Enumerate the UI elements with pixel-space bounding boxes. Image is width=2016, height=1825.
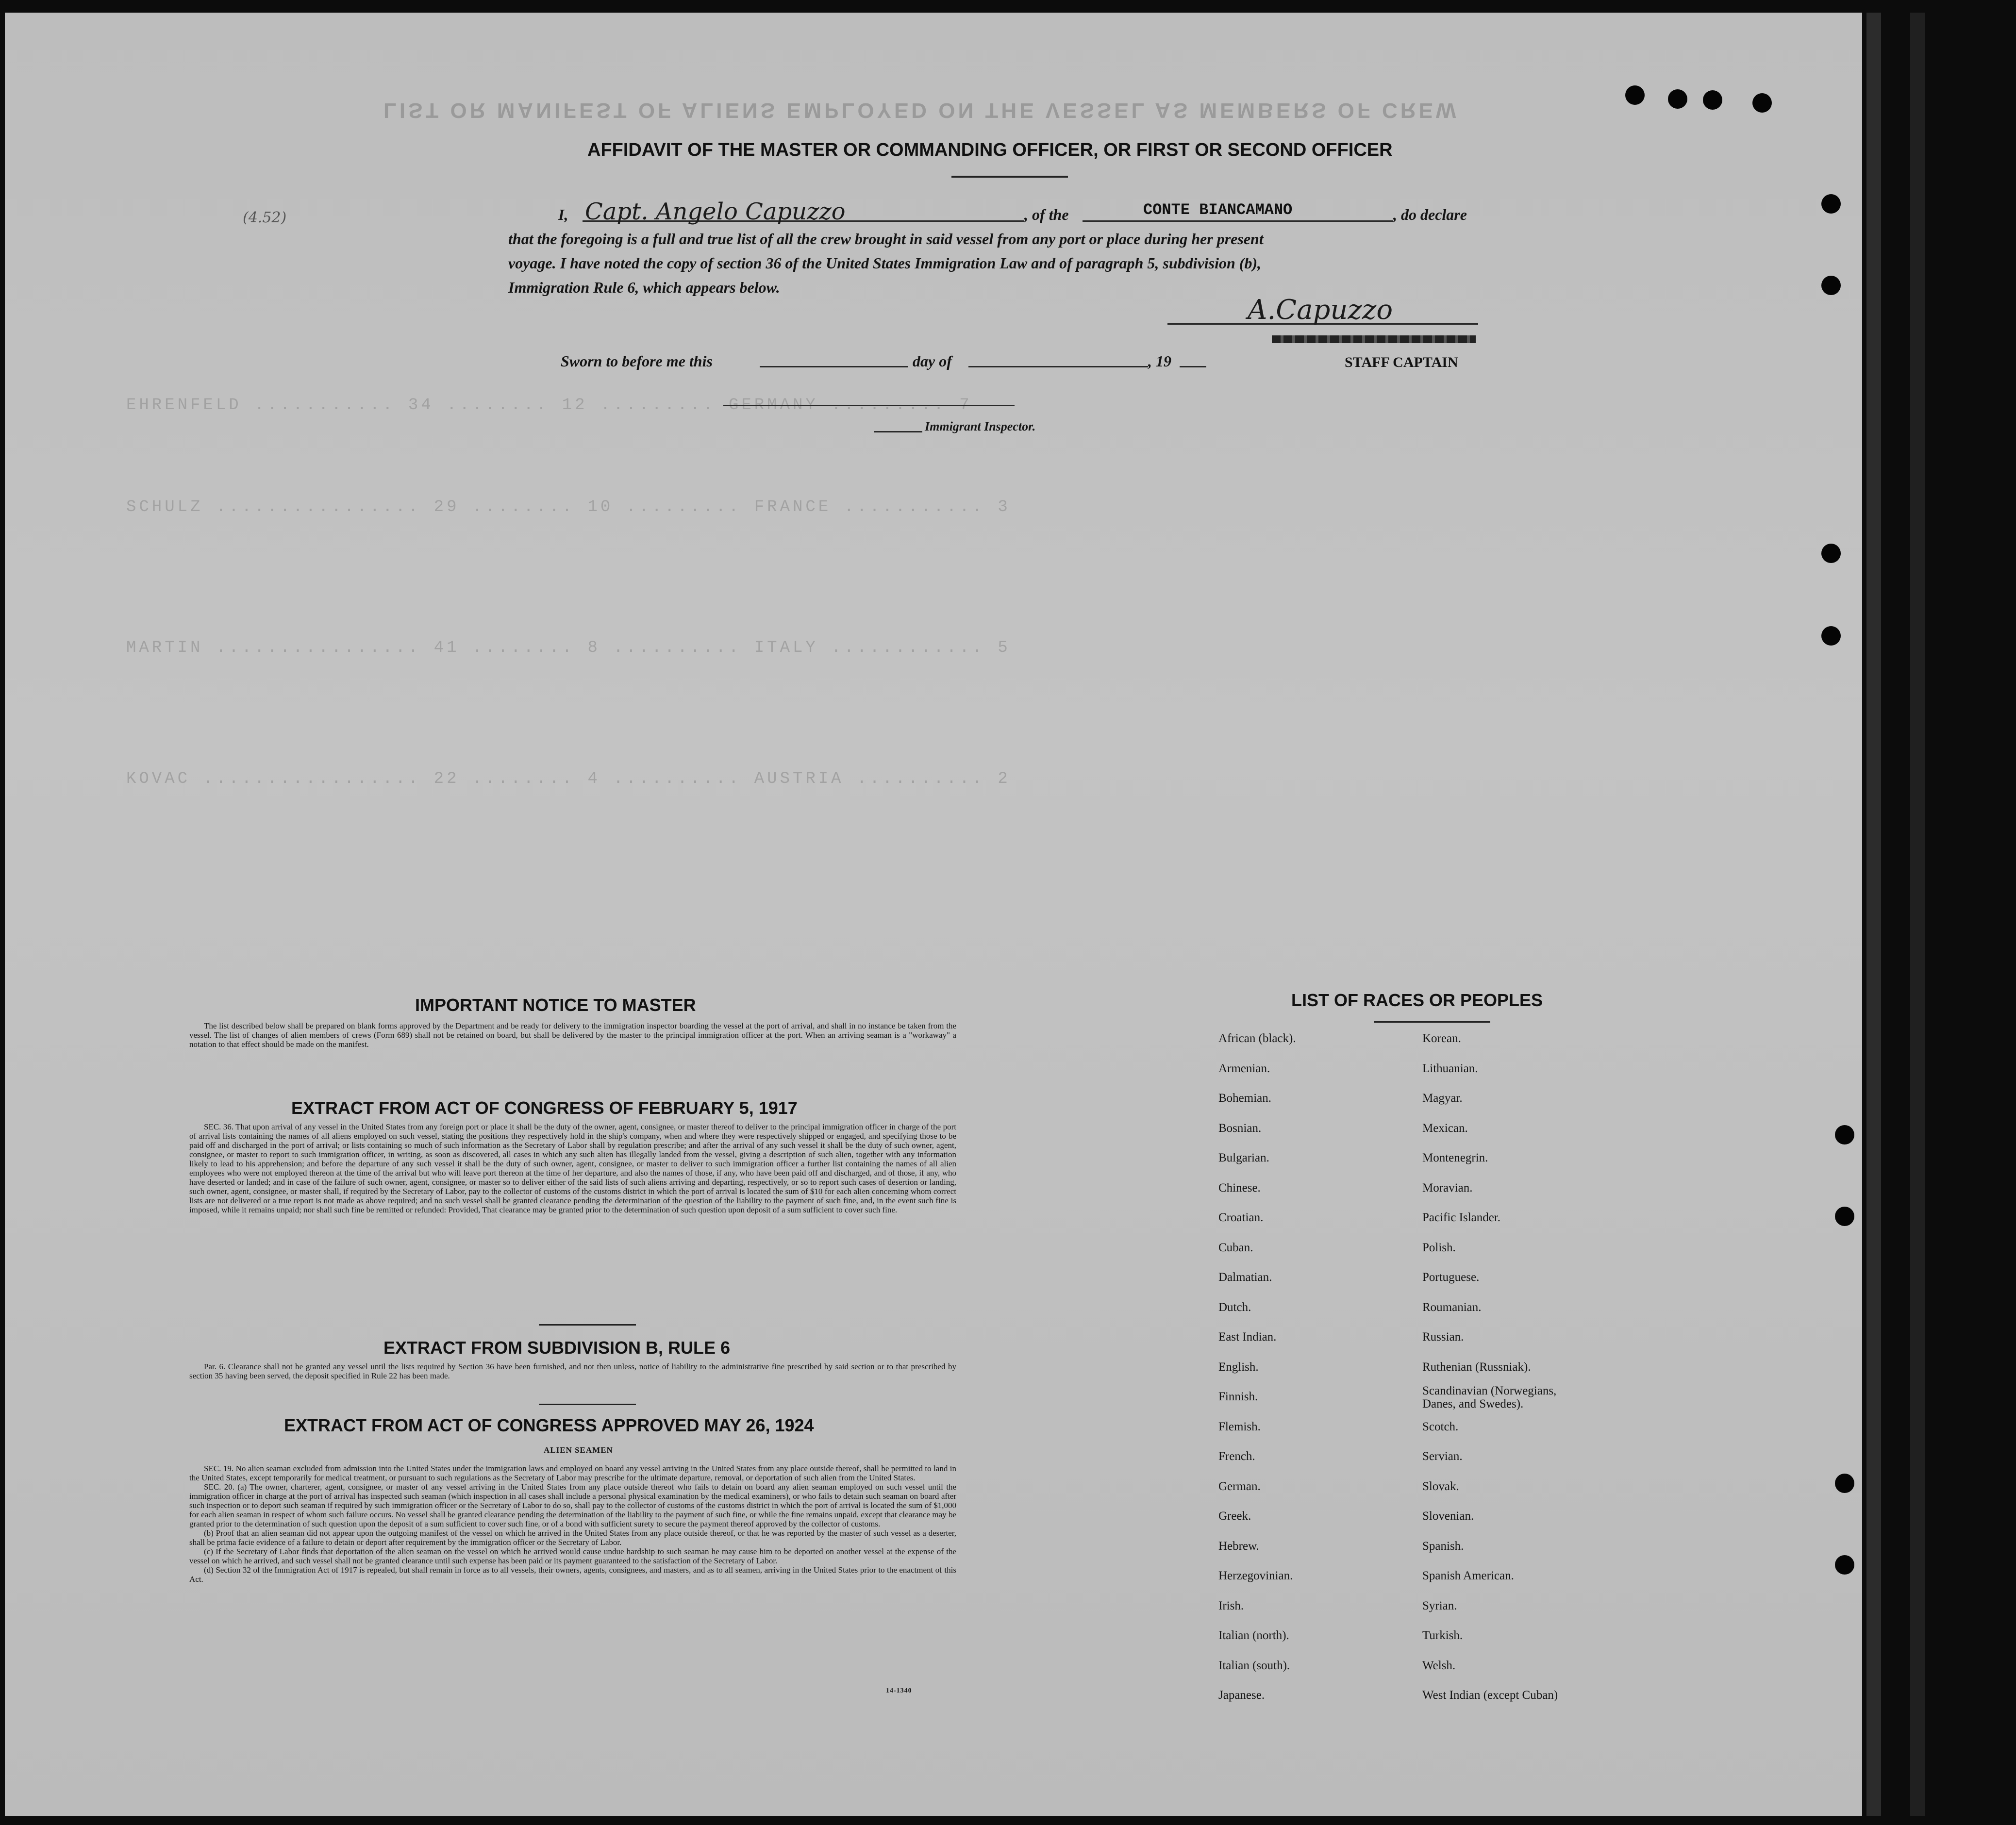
race-item: Greek. [1218,1510,1251,1523]
race-item: Dalmatian. [1218,1271,1272,1284]
extract-1917-text [189,1122,956,1214]
bleed-through-row: KOVAC ................. 22 ........ 4 .......... AUSTRIA .......... 2 [126,770,1011,788]
race-item: Herzegovinian. [1218,1569,1293,1582]
sec-20c-paragraph: (c) If the Secretary of Labor finds that deportation of the alien seaman on the vessel on which he arrived would cause undue hardship to such seaman he may cause him to be deported on another vessel at the expense of the vessel on which he arrived, and such vessel shall not be granted clearance until such expense has been paid or its payment guaranteed to the satisfaction of the Secretary of Labor. [189,1547,956,1565]
extract-rule6-paragraph: Par. 6. Clearance shall not be granted any vessel until the lists required by Section 36 have been furnished, and not then unless, notice of liability to the administrative fine prescribed by said section or to that prescribed by section 35 having been served, the deposit specified in Rule 22 has been made. [189,1362,956,1380]
binder-hole [1752,93,1772,113]
manifest-page [5,13,1862,1816]
master-name: Capt. Angelo Capuzzo [585,198,846,225]
extract-1917-title: EXTRACT FROM ACT OF CONGRESS OF FEBRUARY 5, 1917 [291,1098,798,1118]
race-item: Cuban. [1218,1241,1253,1254]
race-item: Bulgarian. [1218,1151,1269,1164]
binder-hole [1668,89,1687,109]
race-item: Hebrew. [1218,1540,1259,1553]
race-item: Roumanian. [1422,1301,1482,1314]
race-item: Polish. [1422,1241,1456,1254]
affidavit-title: AFFIDAVIT OF THE MASTER OR COMMANDING OFFICER, OR FIRST OR SECOND OFFICER [587,140,1393,160]
bleed-through-title: LIST OR MANIFEST OF ALIENS EMPLOYED ON THE VESSEL AS MEMBERS OF CREW [383,99,1459,122]
binder-hole [1835,1125,1854,1145]
race-item: Portuguese. [1422,1271,1480,1284]
race-item: Welsh. [1422,1659,1456,1672]
race-item: Italian (south). [1218,1659,1290,1672]
race-item: Flemish. [1218,1420,1261,1433]
sec-19-paragraph: SEC. 19. No alien seaman excluded from admission into the United States under the immigration laws and employed on board any vessel arriving in the United States from any place outside thereof, shall be permitted to land in the United States, except temporarily for medical treatment, or pursuant to such regulations as the Secretary of Labor may prescribe for the ultimate departure, removal, or deportation of such alien from the United States. [189,1464,956,1482]
races-rule [1374,1021,1490,1023]
race-item: Lithuanian. [1422,1062,1478,1075]
inspector-signature-line [723,405,1015,406]
race-item: Slovak. [1422,1480,1459,1493]
bleed-through-row: EHRENFELD ........... 34 ........ 12 ......... GERMANY ......... 7 [126,396,972,415]
extract-1924-title: EXTRACT FROM ACT OF CONGRESS APPROVED MAY 26, 1924 [284,1415,814,1435]
day-of-text: day of [913,352,952,370]
race-item: French. [1218,1450,1255,1463]
race-item: Korean. [1422,1032,1461,1045]
race-item: East Indian. [1218,1330,1277,1344]
inspector-label: Immigrant Inspector. [925,419,1036,433]
binder-hole [1835,1474,1854,1493]
race-item: Turkish. [1422,1629,1463,1642]
sec-20b-paragraph: (b) Proof that an alien seaman did not appear upon the outgoing manifest of the vessel on which he arrived in the United States from any place outside thereof, or that he was reported by the master of such vessel as a deserter, shall be prima facie evidence of a failure to detain or deport after requirement by the immigration officer or the Secretary of Labor. [189,1528,956,1547]
race-item: Scandinavian (Norwegians, Danes, and Swedes). [1422,1384,1557,1410]
margin-mark: (4.52) [243,209,287,226]
race-item: English. [1218,1360,1259,1374]
sworn-text: Sworn to before me this [561,352,713,370]
sworn-day-line [760,366,908,367]
page-edge-strip [1866,13,1881,1816]
binder-hole [1821,194,1841,214]
section-rule [539,1324,636,1326]
race-item: Scotch. [1422,1420,1459,1433]
bleed-through-row: SCHULZ ................ 29 ........ 10 ......... FRANCE ........... 3 [126,498,1011,516]
vessel-name: CONTE BIANCAMANO [1143,201,1293,219]
race-item: Croatian. [1218,1211,1264,1224]
signature: A.Capuzzo [1248,294,1393,326]
declaration-prefix: I, [558,206,568,223]
form-number: 14-1340 [886,1687,912,1694]
race-item: Bohemian. [1218,1092,1272,1105]
extract-1924-text [189,1464,956,1584]
binder-hole [1703,90,1722,110]
sec-20a-paragraph: SEC. 20. (a) The owner, charterer, agent, consignee, or master of any vessel arriving in the United States from any place outside thereof who fails to detain on board any alien seaman employed on such vessel until the immigration officer in charge at the port of arrival has inspected such seaman (which inspection in all cases shall include a personal physical examination by the medical examiners), or who fails to detain such seaman on board after such inspection or to deport such seaman if required by such immigration officer or the Secretary of Labor to do so, shall pay to the collector of customs of the customs district in which the port of arrival is located the sum of $1,000 for each alien seaman in respect of whom such failure occurs. No vessel shall be granted clearance pending the determination of the liability to the payment of such fine, or while the fine remains unpaid, except that clearance may be granted prior to the determination of such question upon the deposit of a sum sufficient to cover such fine, or of a bond with sufficient surety to secure the payment thereof approved by the collector of customs. [189,1482,956,1528]
do-declare-text: , do declare [1393,206,1467,223]
struck-through-title [1272,335,1476,343]
race-item: Armenian. [1218,1062,1270,1075]
race-item: Japanese. [1218,1689,1265,1702]
race-item: Bosnian. [1218,1122,1262,1135]
race-item: Moravian. [1422,1181,1473,1195]
title-rule [951,176,1068,178]
race-item: Irish. [1218,1599,1244,1612]
race-item: Russian. [1422,1330,1464,1344]
bleed-through-row: MARTIN ................ 41 ........ 8 .......... ITALY ............ 5 [126,639,1011,657]
year-text: , 19 [1148,352,1171,370]
binder-hole [1821,544,1841,563]
sworn-month-line [968,366,1148,367]
sworn-year-line [1180,366,1206,367]
race-item: Mexican. [1422,1122,1468,1135]
sec-20d-paragraph: (d) Section 32 of the Immigration Act of 1917 is repealed, but shall remain in force as to all vessels, their owners, agents, consignees, and masters, and as to all seamen, arriving in the United States prior to the enactment of this Act. [189,1565,956,1584]
race-item: Pacific Islander. [1422,1211,1501,1224]
race-item: Finnish. [1218,1390,1258,1403]
extract-rule6-text [189,1362,956,1380]
extract-1917-paragraph: SEC. 36. That upon arrival of any vessel in the United States from any foreign port or place it shall be the duty of the owner, agent, consignee, or master thereof to deliver to the principal immigration officer in charge of the port of arrival lists containing the names of all aliens employed on such vessel, stating the positions they respectively hold in the ship's company, when and where they were respectively shipped or engaged, and specifying those to be paid off and discharged in the port of arrival; or lists containing so much of such information as the Secretary of Labor shall by regulation prescribe; and after the arrival of any such vessel it shall be the duty of such owner, agent, consignee, or master to report to such immigration officer, in writing, as soon as discovered, all cases in which any such alien has illegally landed from the vessel, giving a description of such alien, together with any information likely to lead to his apprehension; and before the departure of any such vessel it shall be the duty of such owner, agent, consignee, or master to deliver to such immigration officer a further list containing the names of all alien employees who were not employed thereon at the time of the arrival but who will leave port thereon at the time of her departure, and also the names of those, if any, who have been paid off and discharged, and of those, if any, who have deserted or landed; and in case of the failure of such owner, agent, consignee, or master so to deliver either of the said lists of such aliens arriving and departing, respectively, or so to report such cases of desertion or landing, such owner, agent, consignee, or master shall, if required by the Secretary of Labor, pay to the collector of customs of the customs district in which the port of arrival is located the sum of $10 for each alien concerning whom correct lists are not delivered or a true report is not made as above required; and no such vessel shall be granted clearance pending the determination of the question of the liability to the payment of such fine, and, in the event such fine is imposed, while it remains unpaid; nor shall such fine be remitted or refunded: Provided, That clearance may be granted prior to the determination of such question upon deposit of a sum sufficient to cover such fine. [189,1122,956,1214]
extract-1924-subtitle: ALIEN SEAMEN [544,1445,613,1455]
races-title: LIST OF RACES OR PEOPLES [1291,990,1543,1010]
race-item: Slovenian. [1422,1510,1474,1523]
binder-hole [1821,276,1841,295]
race-item: Servian. [1422,1450,1463,1463]
declaration-line-2: that the foregoing is a full and true list of all the crew brought in said vessel from any port or place during her present [508,230,1264,248]
race-item: Dutch. [1218,1301,1251,1314]
page-edge-strip-2 [1910,13,1925,1816]
race-item: Italian (north). [1218,1629,1289,1642]
race-item: West Indian (except Cuban) [1422,1689,1558,1702]
race-item: Spanish. [1422,1540,1464,1553]
notice-paragraph: The list described below shall be prepared on blank forms approved by the Department and be ready for delivery to the immigration inspector boarding the vessel at the port of arrival, and shall in no instance be taken from the vessel. The list of changes of alien members of crews (Form 689) shall not be retained on board, but shall be delivered by the master to the principal immigration officer at the port. When an arriving seaman is a "workaway" a notation to that effect should be made on the manifest. [189,1021,956,1049]
binder-hole [1835,1207,1854,1226]
race-item: Syrian. [1422,1599,1457,1612]
notice-title: IMPORTANT NOTICE TO MASTER [415,995,696,1015]
race-item: Magyar. [1422,1092,1463,1105]
declaration-line-4: Immigration Rule 6, which appears below. [508,279,780,296]
binder-hole [1821,626,1841,646]
extract-rule6-title: EXTRACT FROM SUBDIVISION B, RULE 6 [383,1338,731,1358]
race-item: African (black). [1218,1032,1296,1045]
binder-hole [1835,1555,1854,1575]
binder-hole [1625,85,1645,105]
race-item: Spanish American. [1422,1569,1514,1582]
vessel-name-line [1083,220,1393,222]
staff-captain-stamp: STAFF CAPTAIN [1345,354,1458,370]
race-item: Montenegrin. [1422,1151,1488,1164]
race-item: Ruthenian (Russniak). [1422,1360,1531,1374]
race-item: Chinese. [1218,1181,1261,1195]
inspector-short-line [874,431,922,432]
declaration-line-3: voyage. I have noted the copy of section 36 of the United States Immigration Law and of paragraph 5, subdivision (b), [508,254,1262,272]
section-rule [539,1404,636,1405]
race-item: German. [1218,1480,1261,1493]
notice-text [189,1021,956,1049]
of-the-text: , of the [1024,206,1069,223]
